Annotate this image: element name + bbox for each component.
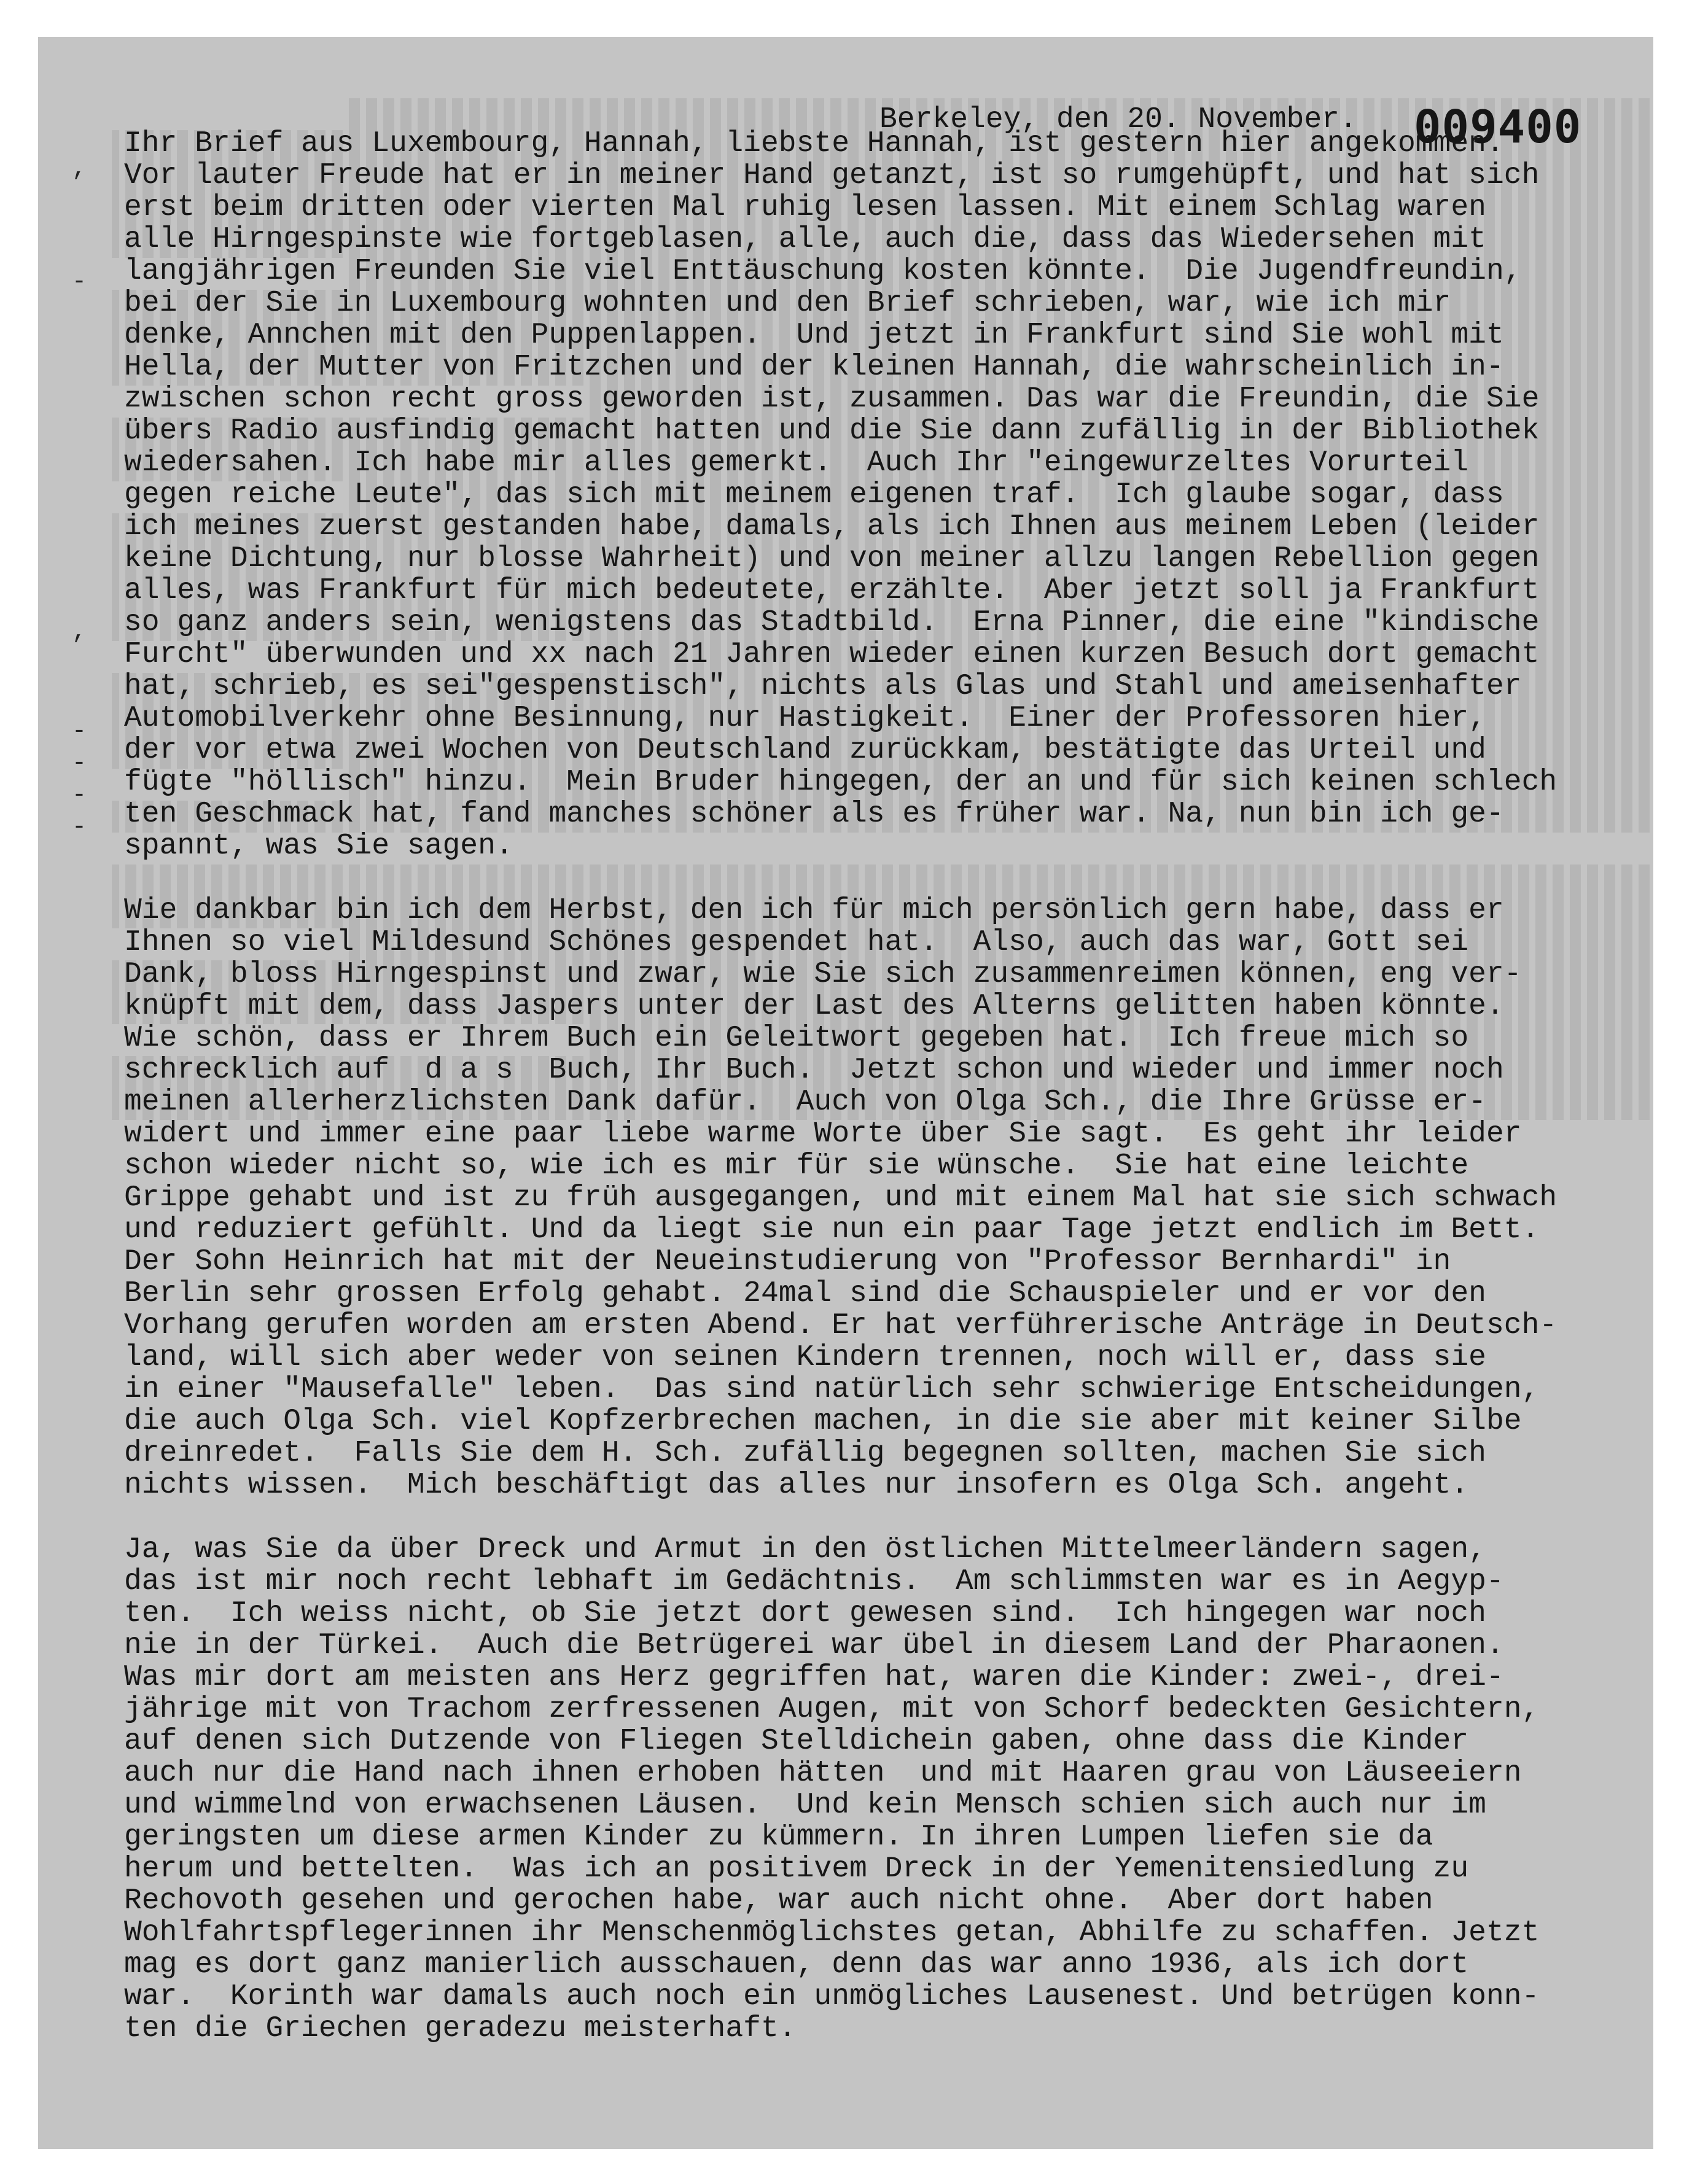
margin-mark: - — [72, 782, 87, 809]
text-line: Wohlfahrtspflegerinnen ihr Menschenmöglichstes getan, Abhilfe zu schaffen. Jetzt — [124, 1916, 1540, 1949]
text-line: schon wieder nicht so, wie ich es mir für sie wünsche. Sie hat eine leichte — [124, 1149, 1469, 1183]
text-line: Ja, was Sie da über Dreck und Armut in den östlichen Mittelmeerländern sagen, — [124, 1533, 1486, 1566]
text-line: fügte "höllisch" hinzu. Mein Bruder hingegen, der an und für sich keinen schlech — [124, 766, 1557, 799]
text-line: bei der Sie in Luxembourg wohnten und den Brief schrieben, war, wie ich mir — [124, 287, 1451, 320]
text-line: keine Dichtung, nur blosse Wahrheit) und von meiner allzu langen Rebellion gegen — [124, 542, 1540, 575]
text-line: alle Hirngespinste wie fortgeblasen, alle, auch die, dass das Wiedersehen mit — [124, 223, 1486, 256]
text-line: ten die Griechen geradezu meisterhaft. — [124, 2012, 797, 2045]
text-line: Automobilverkehr ohne Besinnung, nur Hastigkeit. Einer der Professoren hier, — [124, 702, 1486, 735]
text-line: schrecklich auf d a s Buch, Ihr Buch. Jetzt schon und wieder und immer noch — [124, 1054, 1504, 1087]
text-line: Ihr Brief aus Luxembourg, Hannah, liebste Hannah, ist gestern hier angekommen. — [124, 127, 1504, 160]
text-line: herum und bettelten. Was ich an positivem Dreck in der Yemenitensiedlung zu — [124, 1852, 1469, 1886]
letter-body — [124, 128, 1641, 2045]
text-line: nie in der Türkei. Auch die Betrügerei war übel in diesem Land der Pharaonen. — [124, 1629, 1504, 1662]
text-line: auch nur die Hand nach ihnen erhoben hätten und mit Haaren grau von Läuseeiern — [124, 1757, 1522, 1790]
letter-header — [879, 69, 1641, 154]
margin-mark: , — [72, 155, 87, 183]
margin-mark: - — [72, 814, 87, 841]
paragraph-3 — [124, 1534, 1641, 2045]
margin-mark: - — [72, 268, 87, 296]
text-line: Dank, bloss Hirngespinst und zwar, wie Sie sich zusammenreimen können, eng ver- — [124, 958, 1522, 991]
text-line: mag es dort ganz manierlich ausschauen, denn das war anno 1936, als ich dort — [124, 1948, 1469, 1981]
margin-mark: - — [72, 718, 87, 745]
paragraph-2 — [124, 895, 1641, 1501]
text-line: die auch Olga Sch. viel Kopfzerbrechen machen, in die sie aber mit keiner Silbe — [124, 1405, 1522, 1438]
text-line: und reduziert gefühlt. Und da liegt sie nun ein paar Tage jetzt endlich im Bett. — [124, 1213, 1540, 1246]
text-line: spannt, was Sie sagen. — [124, 830, 513, 863]
text-line: ich meines zuerst gestanden habe, damals, als ich Ihnen aus meinem Leben (leider — [124, 510, 1540, 543]
text-line: Der Sohn Heinrich hat mit der Neueinstudierung von "Professor Bernhardi" in — [124, 1245, 1451, 1278]
text-line: in einer "Mausefalle" leben. Das sind natürlich sehr schwierige Entscheidungen, — [124, 1373, 1540, 1406]
text-line: Wie dankbar bin ich dem Herbst, den ich für mich persönlich gern habe, dass er — [124, 894, 1504, 927]
text-line: Wie schön, dass er Ihrem Buch ein Geleitwort gegeben hat. Ich freue mich so — [124, 1022, 1469, 1055]
text-line: dreinredet. Falls Sie dem H. Sch. zufällig begegnen sollten, machen Sie sich — [124, 1437, 1486, 1470]
text-line: Ihnen so viel Mildesund Schönes gespendet hat. Also, auch das war, Gott sei — [124, 926, 1469, 959]
text-line: knüpft mit dem, dass Jaspers unter der Last des Alterns gelitten haben könnte. — [124, 990, 1504, 1023]
text-line: denke, Annchen mit den Puppenlappen. Und jetzt in Frankfurt sind Sie wohl mit — [124, 319, 1504, 352]
text-line: land, will sich aber weder von seinen Kindern trennen, noch will er, dass sie — [124, 1341, 1486, 1374]
text-line: Vor lauter Freude hat er in meiner Hand getanzt, ist so rumgehüpft, und hat sich — [124, 159, 1540, 192]
text-line: wiedersahen. Ich habe mir alles gemerkt. Auch Ihr "eingewurzeltes Vorurteil — [124, 446, 1469, 480]
text-line: übers Radio ausfindig gemacht hatten und die Sie dann zufällig in der Bibliothek — [124, 414, 1540, 448]
text-line: und wimmelnd von erwachsenen Läusen. Und kein Mensch schien sich auch nur im — [124, 1789, 1486, 1822]
document-sheet — [38, 37, 1653, 2149]
text-line: Rechovoth gesehen und gerochen habe, war auch nicht ohne. Aber dort haben — [124, 1884, 1433, 1918]
margin-marks — [72, 37, 109, 2149]
text-line: Berlin sehr grossen Erfolg gehabt. 24mal sind die Schauspieler und er vor den — [124, 1277, 1486, 1310]
text-line: alles, was Frankfurt für mich bedeutete, erzählte. Aber jetzt soll ja Frankfurt — [124, 574, 1540, 607]
date-line: Berkeley, den 20. November. — [879, 103, 1357, 136]
margin-mark: - — [72, 750, 87, 777]
document-number-stamp: 009400 — [1414, 101, 1582, 154]
text-line: meinen allerherzlichsten Dank dafür. Auch von Olga Sch., die Ihre Grüsse er- — [124, 1086, 1486, 1119]
paragraph-1 — [124, 128, 1641, 862]
text-line: so ganz anders sein, wenigstens das Stadtbild. Erna Pinner, die eine "kindische — [124, 606, 1540, 639]
text-line: gegen reiche Leute", das sich mit meinem eigenen traf. Ich glaube sogar, dass — [124, 478, 1504, 511]
text-line: jährige mit von Trachom zerfressenen Augen, mit von Schorf bedeckten Gesichtern, — [124, 1693, 1540, 1726]
typed-letter-page — [38, 37, 1653, 2149]
text-line: Hella, der Mutter von Fritzchen und der kleinen Hannah, die wahrscheinlich in- — [124, 351, 1504, 384]
text-line: widert und immer eine paar liebe warme Worte über Sie sagt. Es geht ihr leider — [124, 1117, 1522, 1151]
text-line: Grippe gehabt und ist zu früh ausgegangen, und mit einem Mal hat sie sich schwach — [124, 1181, 1557, 1214]
text-line: ten Geschmack hat, fand manches schöner als es früher war. Na, nun bin ich ge- — [124, 798, 1504, 831]
text-line: auf denen sich Dutzende von Fliegen Stelldichein gaben, ohne dass die Kinder — [124, 1725, 1469, 1758]
text-line: der vor etwa zwei Wochen von Deutschland zurückkam, bestätigte das Urteil und — [124, 734, 1486, 767]
text-line: langjährigen Freunden Sie viel Enttäuschung kosten könnte. Die Jugendfreundin, — [124, 255, 1522, 288]
text-line: Vorhang gerufen worden am ersten Abend. Er hat verführerische Anträge in Deutsch- — [124, 1309, 1557, 1342]
text-line: hat, schrieb, es sei"gespenstisch", nichts als Glas und Stahl und ameisenhafter — [124, 670, 1522, 703]
text-line: ten. Ich weiss nicht, ob Sie jetzt dort gewesen sind. Ich hingegen war noch — [124, 1597, 1486, 1630]
text-line: das ist mir noch recht lebhaft im Gedächtnis. Am schlimmsten war es in Aegyp- — [124, 1565, 1504, 1598]
text-line: war. Korinth war damals auch noch ein unmögliches Lausenest. Und betrügen konn- — [124, 1980, 1540, 2013]
text-line: geringsten um diese armen Kinder zu kümmern. In ihren Lumpen liefen sie da — [124, 1821, 1433, 1854]
text-line: erst beim dritten oder vierten Mal ruhig lesen lassen. Mit einem Schlag waren — [124, 191, 1486, 224]
text-line: Furcht" überwunden und xx nach 21 Jahren wieder einen kurzen Besuch dort gemacht — [124, 638, 1540, 671]
margin-mark: , — [72, 618, 87, 646]
text-line: nichts wissen. Mich beschäftigt das alles nur insofern es Olga Sch. angeht. — [124, 1469, 1469, 1502]
text-line: zwischen schon recht gross geworden ist, zusammen. Das war die Freundin, die Sie — [124, 383, 1540, 416]
text-line: Was mir dort am meisten ans Herz gegriffen hat, waren die Kinder: zwei-, drei- — [124, 1661, 1504, 1694]
